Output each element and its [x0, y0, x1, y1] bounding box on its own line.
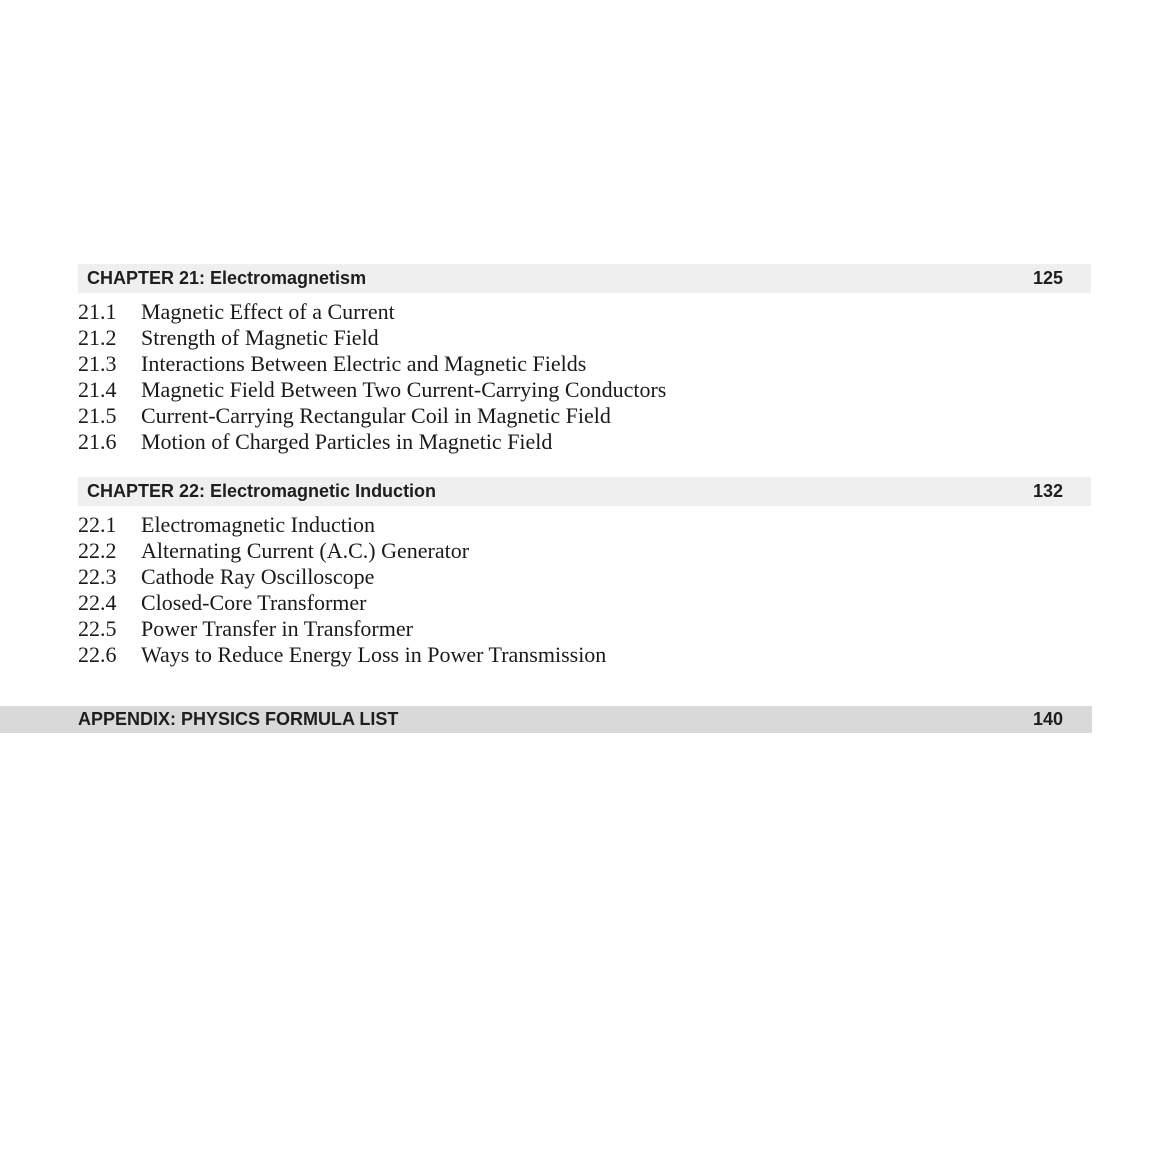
toc-entry[interactable] — [78, 590, 606, 616]
appendix-header[interactable] — [0, 706, 1092, 733]
chapter-page-number: 125 — [1032, 268, 1063, 288]
section-number: 22.3 — [78, 564, 117, 589]
chapter-page-number: 132 — [1032, 481, 1063, 501]
section-number: 22.4 — [78, 590, 117, 615]
chapter-22-header[interactable] — [78, 477, 1091, 506]
section-number: 22.2 — [78, 538, 117, 563]
toc-entry[interactable] — [78, 377, 666, 403]
section-number: 21.5 — [78, 403, 117, 428]
section-number: 21.4 — [78, 377, 117, 402]
section-number: 22.5 — [78, 616, 117, 641]
toc-entry[interactable] — [78, 351, 666, 377]
toc-entry[interactable] — [78, 538, 606, 564]
toc-entry[interactable] — [78, 642, 606, 668]
section-title: Cathode Ray Oscilloscope — [141, 564, 375, 589]
toc-entry[interactable] — [78, 616, 606, 642]
section-title: Alternating Current (A.C.) Generator — [141, 538, 470, 563]
section-title: Magnetic Effect of a Current — [141, 299, 395, 324]
appendix-title: APPENDIX: PHYSICS FORMULA LIST — [78, 709, 399, 729]
toc-entry[interactable] — [78, 429, 666, 455]
section-title: Interactions Between Electric and Magnetic Fields — [141, 351, 587, 376]
section-number: 21.3 — [78, 351, 117, 376]
section-title: Magnetic Field Between Two Current-Carrying Conductors — [141, 377, 667, 402]
section-title: Current-Carrying Rectangular Coil in Magnetic Field — [141, 403, 611, 428]
section-number: 22.6 — [78, 642, 117, 667]
chapter-title: CHAPTER 22: Electromagnetic Induction — [87, 481, 437, 501]
section-title: Motion of Charged Particles in Magnetic Field — [141, 429, 553, 454]
toc-entry[interactable] — [78, 403, 666, 429]
section-number: 21.2 — [78, 325, 117, 350]
chapter-22-section-list — [78, 512, 606, 668]
chapter-title: CHAPTER 21: Electromagnetism — [87, 268, 367, 288]
chapter-21-section-list — [78, 299, 666, 455]
appendix-page-number: 140 — [1032, 709, 1063, 729]
chapter-21-header[interactable] — [78, 264, 1091, 293]
section-number: 21.1 — [78, 299, 117, 324]
section-title: Closed-Core Transformer — [141, 590, 367, 615]
section-number: 21.6 — [78, 429, 117, 454]
section-title: Power Transfer in Transformer — [141, 616, 413, 641]
toc-entry[interactable] — [78, 564, 606, 590]
section-title: Electromagnetic Induction — [141, 512, 375, 537]
toc-entry[interactable] — [78, 325, 666, 351]
toc-entry[interactable] — [78, 512, 606, 538]
section-number: 22.1 — [78, 512, 117, 537]
section-title: Ways to Reduce Energy Loss in Power Transmission — [141, 642, 607, 667]
toc-entry[interactable] — [78, 299, 666, 325]
section-title: Strength of Magnetic Field — [141, 325, 379, 350]
